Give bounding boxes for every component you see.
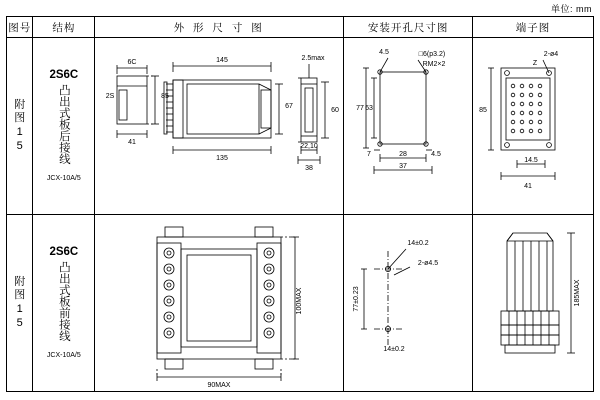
row2-no-char2: 图 xyxy=(14,289,26,302)
label-37: 37 xyxy=(399,163,408,171)
table-header-row xyxy=(7,17,594,38)
terminal-svg-2 xyxy=(473,215,591,389)
terminal-svg-1 xyxy=(473,38,591,212)
table-row xyxy=(7,215,594,392)
label-RM2: RM2×2 xyxy=(422,61,446,69)
label-2-o4: 2-ø4 xyxy=(543,51,559,59)
outline-svg-1 xyxy=(95,38,341,212)
row1-no-char4: 5 xyxy=(16,139,23,152)
outline-drawing-2 xyxy=(95,215,344,392)
label-14pm-b: 14±0.2 xyxy=(383,346,405,354)
header-col-hole: 安装开孔尺寸图 xyxy=(344,17,473,38)
label-145: 145 xyxy=(216,57,229,65)
row2-desc-text: 凸出式板前接线 xyxy=(57,261,70,342)
outline-svg-2 xyxy=(95,215,341,389)
label-14pm: 14±0.2 xyxy=(407,240,429,248)
label-28: 28 xyxy=(399,151,408,159)
label-60: 60 xyxy=(331,107,340,115)
label-2-o45: 2-ø4.5 xyxy=(418,260,439,268)
row2-no-char3: 1 xyxy=(16,303,23,316)
unit-note: 单位: mm xyxy=(551,4,592,14)
outline-drawing-1 xyxy=(95,38,344,215)
row1-no-char2: 图 xyxy=(14,112,26,125)
row2-no-char1: 附 xyxy=(14,275,26,288)
row2-model: 2S6C xyxy=(49,245,79,258)
terminal-drawing-2 xyxy=(473,215,594,392)
hole-svg-1 xyxy=(344,38,470,212)
label-Z: Z xyxy=(532,60,538,68)
label-41: 41 xyxy=(128,139,137,147)
label-77: 77 xyxy=(356,105,365,113)
dimension-table xyxy=(6,16,594,392)
row1-no-char3: 1 xyxy=(16,126,23,139)
table-row xyxy=(7,38,594,215)
row1-code: JCX-10A/5 xyxy=(46,175,81,183)
hole-drawing-2 xyxy=(344,215,473,392)
row2-desc xyxy=(33,261,94,346)
label-100max: 100MAX xyxy=(296,287,304,315)
header-col-struct: 结构 xyxy=(33,17,95,38)
label-90max: 90MAX xyxy=(207,382,231,390)
label-6C: 6C xyxy=(127,59,137,67)
label-2S: 2S xyxy=(105,93,115,101)
label-85t: 85 xyxy=(479,107,487,115)
label-77pm: 77±0.23 xyxy=(353,286,361,312)
row1-desc xyxy=(33,84,94,169)
row2-code: JCX-10A/5 xyxy=(46,352,81,360)
label-67: 67 xyxy=(285,103,294,111)
header-col-outline: 外 形 尺 寸 图 xyxy=(95,17,344,38)
label-185max: 185MAX xyxy=(574,279,582,307)
structure-cell-2 xyxy=(33,215,95,392)
label-63: 63 xyxy=(365,105,374,113)
label-85: 85 xyxy=(161,93,170,101)
label-41t: 41 xyxy=(524,183,532,191)
label-2.5max: 2.5max xyxy=(301,55,325,63)
row1-no-char1: 附 xyxy=(14,98,26,111)
label-135: 135 xyxy=(216,155,229,163)
structure-cell-1 xyxy=(33,38,95,215)
label-4.5b: 4.5 xyxy=(431,151,441,159)
label-B6: □6(p3.2) xyxy=(418,51,446,59)
label-7: 7 xyxy=(367,151,372,159)
terminal-drawing-1 xyxy=(473,38,594,215)
row1-desc-text: 凸出式板后接线 xyxy=(57,84,70,165)
label-38: 38 xyxy=(305,165,314,173)
header-col-no: 图号 xyxy=(7,17,33,38)
row2-no-char4: 5 xyxy=(16,316,23,329)
label-4.5: 4.5 xyxy=(379,49,389,57)
hole-svg-2 xyxy=(344,215,470,389)
header-col-term: 端子图 xyxy=(473,17,594,38)
hole-drawing-1 xyxy=(344,38,473,215)
row1-model: 2S6C xyxy=(49,68,79,81)
row-number-cell-2 xyxy=(7,215,33,392)
label-22-10: 22,10 xyxy=(300,143,318,151)
label-14.5: 14.5 xyxy=(524,157,538,165)
row-number-cell-1 xyxy=(7,38,33,215)
